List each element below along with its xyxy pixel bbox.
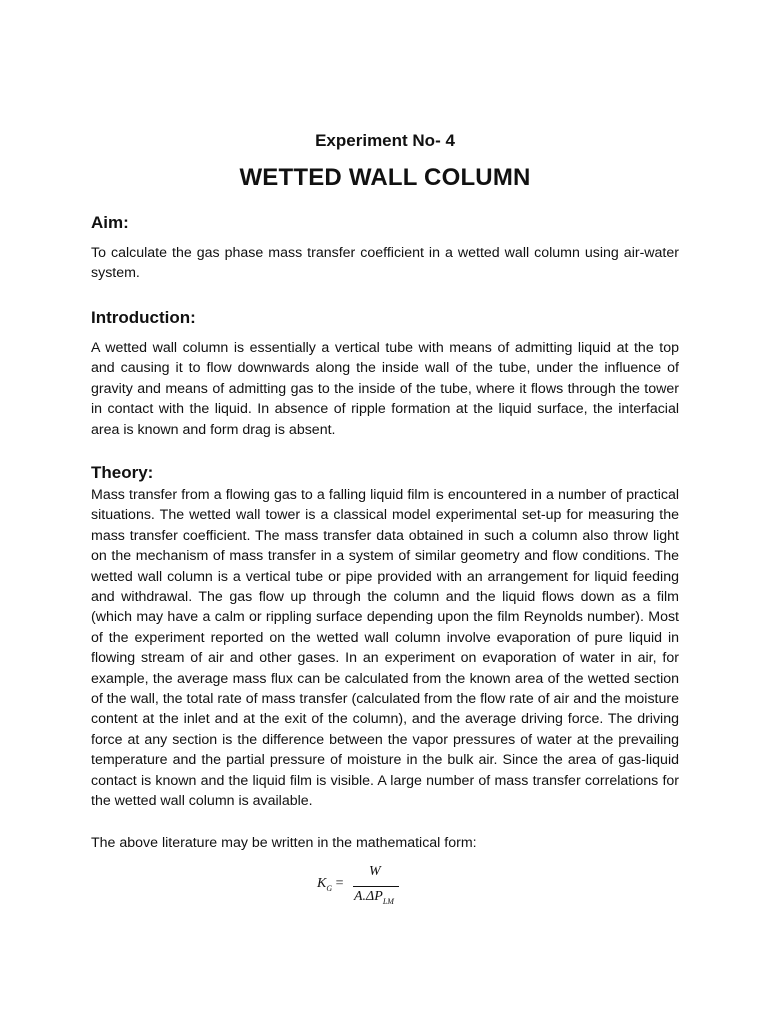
formula-denominator: $A.\Delta P_{LM}$ <box>354 889 394 906</box>
formula-numerator: W <box>369 864 381 879</box>
document-page <box>91 0 679 1024</box>
formula-lhs: $K_G$ = <box>317 876 344 893</box>
fraction-bar <box>353 886 399 887</box>
experiment-number: Experiment No- 4 <box>315 131 455 150</box>
document-title: WETTED WALL COLUMN <box>239 164 531 191</box>
aim-heading: Aim: <box>91 213 129 232</box>
aim-text: To calculate the gas phase mass transfer coefficient in a wetted wall column using air-water system. <box>91 245 679 282</box>
formula-intro: The above literature may be written in the mathematical form: <box>91 835 477 851</box>
theory-text: Mass transfer from a flowing gas to a falling liquid film is encountered in a number of practical situations. The wetted wall tower is a classical model experimental set-up for measuring the mass transfer coefficient. The mass transfer data obtained in such a column also throw light on the mechanism of mass transfer in a system of similar geometry and flow conditions. The wetted wall column is a vertical tube or pipe provided with an arrangement for liquid feeding and withdrawal. The gas flow up through the column and the liquid flows down as a film (which may have a calm or rippling surface depending upon the film Reynolds number). Most of the experiment reported on the wetted wall column involve evaporation of pure liquid in flowing stream of air and other gases. In an experiment on evaporation of water in air, for example, the average mass flux can be calculated from the known area of the wetted section of the wall, the total rate of mass transfer (calculated from the flow rate of air and the moisture content at the inlet and at the exit of the column), and the average driving force. The driving force at any section is the difference between the vapor pressures of water at the prevailing temperature and the partial pressure of moisture in the bulk air. Since the area of gas-liquid contact is known and the liquid film is visible. A large number of mass transfer correlations for the wetted wall column is available. <box>91 487 679 810</box>
introduction-heading: Introduction: <box>91 308 196 327</box>
introduction-text: A wetted wall column is essentially a vertical tube with means of admitting liquid at the top and causing it to flow downwards along the inside wall of the tube, under the influence of gravity and means of admitting gas to the inside of the tube, where it flows through the tower in contact with the liquid. In absence of ripple formation at the liquid surface, the interfacial area is known and form drag is absent. <box>91 340 679 438</box>
theory-heading: Theory: <box>91 463 154 482</box>
